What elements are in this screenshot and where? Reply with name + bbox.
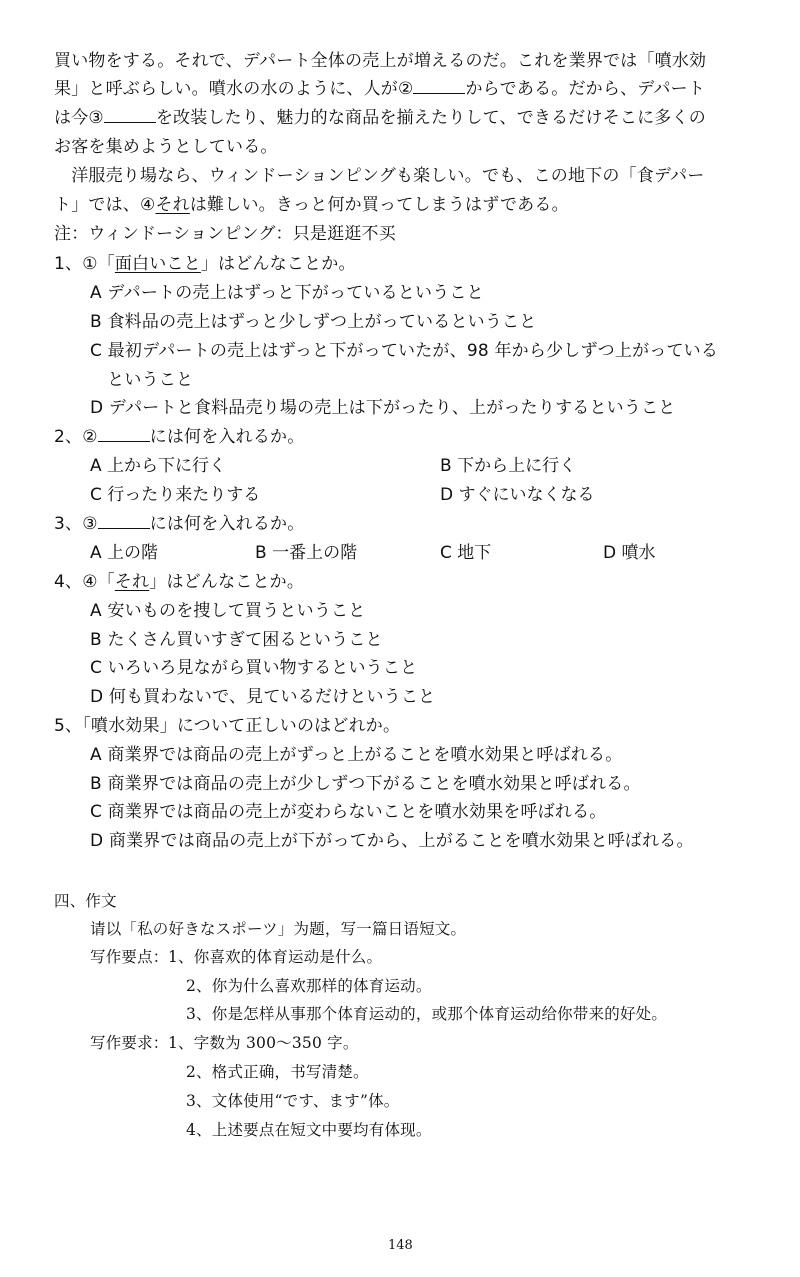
blank-2 [413, 79, 465, 94]
passage-line: お客を集めようとしている。 [54, 137, 278, 157]
essay-point: 2、你为什么喜欢那样的体育运动。 [186, 977, 432, 995]
question-2: 2、② には何を入れるか。 [54, 427, 305, 447]
option-5d: D 商業界では商品の売上が下がってから、上がることを噴水効果と呼ばれる。 [90, 831, 694, 851]
essay-reqs-label: 写作要求： [90, 1034, 169, 1052]
blank-q3 [98, 514, 150, 529]
option-3d: D 噴水 [603, 543, 656, 563]
essay-point: 1、你喜欢的体育运动是什么。 [168, 948, 383, 966]
option-4a: A 安いものを捜して買うということ [90, 601, 366, 621]
option-1c-cont: ということ [90, 370, 194, 390]
essay-req: 4、上述要点在短文中要均有体现。 [186, 1121, 432, 1139]
option-2b: B 下から上に行く [440, 456, 577, 476]
option-3c: C 地下 [440, 543, 492, 563]
blank-3 [104, 108, 156, 123]
passage-line: は今③ を改装したり、魅力的な商品を揃えたりして、できるだけそこに多くの [54, 108, 706, 128]
option-2d: D すぐにいなくなる [440, 485, 595, 505]
question-4: 4、④「それ」はどんなことか。 [54, 572, 305, 592]
question-3: 3、③ には何を入れるか。 [54, 514, 305, 534]
option-3b: B 一番上の階 [255, 543, 358, 563]
essay-req: 2、格式正确，书写清楚。 [186, 1063, 369, 1081]
option-4c: C いろいろ見ながら買い物するということ [90, 658, 418, 678]
option-4b: B たくさん買いすぎて困るということ [90, 630, 383, 650]
option-2a: A 上から下に行く [90, 456, 227, 476]
essay-heading: 四、作文 [54, 892, 117, 910]
page-number: 148 [388, 1238, 413, 1253]
passage-line: 買い物をする。それで、デパート全体の売上が増えるのだ。これを業界では「噴水効 [54, 51, 707, 71]
passage-line: 果」と呼ぶらしい。噴水の水のように、人が② からである。だから、デパート [54, 79, 706, 99]
essay-req: 3、文体使用“です、ます”体。 [186, 1092, 400, 1110]
option-2c: C 行ったり来たりする [90, 485, 261, 505]
option-1a: A デパートの売上はずっと下がっているということ [90, 283, 484, 303]
essay-point: 3、你是怎样从事那个体育运动的，或那个体育运动给你带来的好处。 [186, 1005, 668, 1023]
essay-points-label: 写作要点： [90, 948, 169, 966]
blank-q2 [98, 427, 150, 442]
option-1d: D デパートと食料品売り場の売上は下がったり、上がったりするということ [90, 398, 676, 418]
essay-req: 1、字数为 300～350 字。 [168, 1034, 359, 1052]
passage-note: 注：ウィンドーションピング：只是逛逛不买 [54, 224, 396, 244]
option-5a: A 商業界では商品の売上がずっと上がることを噴水効果と呼ばれる。 [90, 745, 623, 765]
option-5c: C 商業界では商品の売上が変わらないことを噴水効果を呼ばれる。 [90, 802, 607, 822]
option-3a: A 上の階 [90, 543, 159, 563]
option-1b: B 食料品の売上はずっと少しずつ上がっているということ [90, 312, 537, 332]
passage-line: 洋服売り場なら、ウィンドーションピングも楽しい。でも、この地下の「食デパー [54, 166, 705, 186]
option-4d: D 何も買わないで、見ているだけということ [90, 687, 436, 707]
question-1: 1、①「面白いこと」はどんなことか。 [54, 254, 356, 274]
option-1c: C 最初デパートの売上はずっと下がっていたが、98 年から少しずつ上がっている [90, 341, 719, 361]
passage-line: ト」では、④それは難しい。きっと何か買ってしまうはずである。 [54, 195, 569, 215]
option-5b: B 商業界では商品の売上が少しずつ下がることを噴水効果と呼ばれる。 [90, 774, 641, 794]
essay-prompt: 请以「私の好きなスポーツ」为题，写一篇日语短文。 [90, 920, 467, 938]
question-5: 5、「噴水効果」について正しいのはどれか。 [54, 716, 401, 736]
